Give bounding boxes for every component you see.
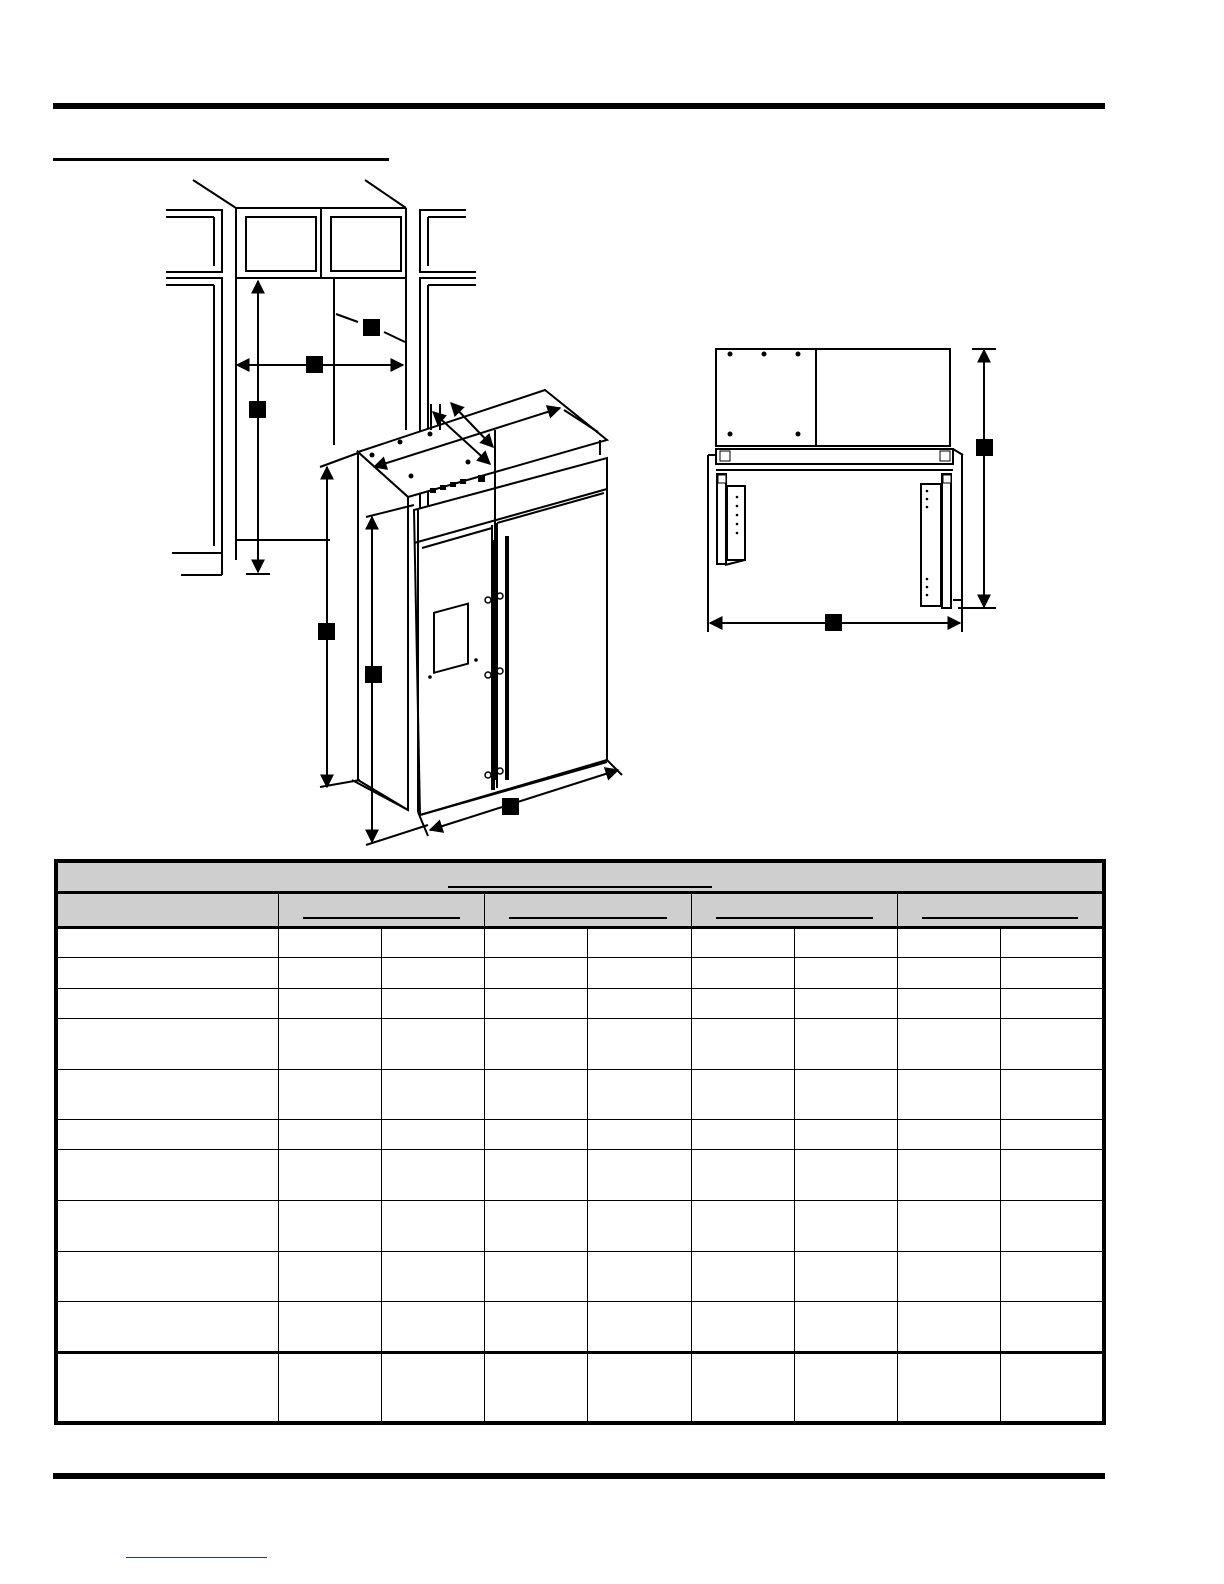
table-cell [1001,958,1104,988]
table-cell [381,1120,484,1150]
row-label [56,1069,278,1120]
marker-box [976,439,993,456]
table-cell [898,1150,1001,1201]
table-cell [1001,928,1104,958]
table-cell [794,988,897,1018]
row-label [56,988,278,1018]
table-row [56,1120,1104,1150]
row-label [56,1352,278,1423]
table-cell [588,1200,691,1251]
table-cell [278,1018,381,1069]
table-first-header [56,893,278,928]
row-label [56,1302,278,1353]
table-row [56,1150,1104,1201]
table-cell [278,1352,381,1423]
marker-box [363,319,380,336]
table-cell [588,958,691,988]
table-cell [1001,988,1104,1018]
marker-box [365,666,382,683]
table-cell [278,928,381,958]
row-label [56,1120,278,1150]
table-cell [485,1069,588,1120]
table-cell [381,1200,484,1251]
table-row [56,958,1104,988]
table-cell [381,1251,484,1302]
table-cell [278,1200,381,1251]
table-cell [794,1200,897,1251]
table-cell [691,1200,794,1251]
table-cell [691,1120,794,1150]
table-row [56,1352,1104,1423]
table-cell [1001,1352,1104,1423]
table-cell [485,1150,588,1201]
table-cell [588,928,691,958]
table-cell [588,1302,691,1353]
table-cell [898,1352,1001,1423]
footer-link[interactable] [126,1557,267,1558]
table-cell [278,1150,381,1201]
table-cell [588,1150,691,1201]
table-row [56,928,1104,958]
table-row [56,1251,1104,1302]
marker-box [318,623,335,640]
row-label [56,928,278,958]
table-cell [1001,1069,1104,1120]
table-cell [691,1352,794,1423]
table-row [56,1302,1104,1353]
table-cell [794,1150,897,1201]
table-cell [278,958,381,988]
row-label [56,1150,278,1201]
table-cell [381,1018,484,1069]
table-group-header [485,893,692,928]
table-cell [278,1302,381,1353]
table-cell [588,988,691,1018]
table-cell [691,1018,794,1069]
table-cell [588,1352,691,1423]
table-cell [485,988,588,1018]
table-cell [691,928,794,958]
marker-box [825,614,842,631]
table-cell [1001,1018,1104,1069]
table-cell [794,1352,897,1423]
table-cell [1001,1200,1104,1251]
table-cell [485,1120,588,1150]
table-group-header [691,893,898,928]
table-cell [381,988,484,1018]
table-group-header [278,893,485,928]
table-cell [381,958,484,988]
table-cell [898,1018,1001,1069]
table-cell [898,988,1001,1018]
table-cell [278,988,381,1018]
table-cell [794,1120,897,1150]
top-view-markers [825,439,993,631]
table-cell [691,1302,794,1353]
table-cell [278,1251,381,1302]
table-cell [381,1352,484,1423]
table-cell [381,928,484,958]
table-cell [794,1251,897,1302]
row-label [56,1018,278,1069]
top-view-figure [708,349,996,632]
table-cell [794,958,897,988]
table-cell [588,1018,691,1069]
table-cell [485,1251,588,1302]
row-label [56,958,278,988]
bottom-rule [53,1473,1105,1479]
table-cell [588,1251,691,1302]
table-cell [794,928,897,958]
marker-box [249,401,266,418]
table-cell [381,1150,484,1201]
table-cell [278,1069,381,1120]
table-cell [898,1120,1001,1150]
table-cell [1001,1120,1104,1150]
table-cell [898,1302,1001,1353]
table-cell [485,1018,588,1069]
table-cell [898,1251,1001,1302]
table-cell [794,1018,897,1069]
table-title [56,861,1104,893]
marker-box [502,798,519,815]
table-cell [485,1352,588,1423]
table-cell [1001,1251,1104,1302]
table-cell [898,1200,1001,1251]
table-cell [898,1069,1001,1120]
table-cell [588,1120,691,1150]
table-cell [485,928,588,958]
table-row [56,988,1104,1018]
dimensions-table [54,859,1106,1425]
table-cell [691,1251,794,1302]
table-cell [898,928,1001,958]
marker-box [306,356,323,373]
table-group-header [898,893,1105,928]
row-label [56,1200,278,1251]
table-cell [381,1302,484,1353]
table-cell [691,1150,794,1201]
table-row [56,1018,1104,1069]
table-cell [485,958,588,988]
table-cell [381,1069,484,1120]
row-label [56,1251,278,1302]
table-row [56,1200,1104,1251]
table-cell [588,1069,691,1120]
table-cell [1001,1302,1104,1353]
table-cell [794,1302,897,1353]
table-cell [691,988,794,1018]
table-cell [691,1069,794,1120]
table-cell [691,958,794,988]
table-row [56,1069,1104,1120]
table-cell [794,1069,897,1120]
table-cell [485,1200,588,1251]
table-cell [485,1302,588,1353]
table-cell [278,1120,381,1150]
table-cell [898,958,1001,988]
table-header-row [56,893,1104,928]
installation-opening-markers [249,319,380,418]
refrigerator-figure [320,390,622,845]
table-cell [1001,1150,1104,1201]
